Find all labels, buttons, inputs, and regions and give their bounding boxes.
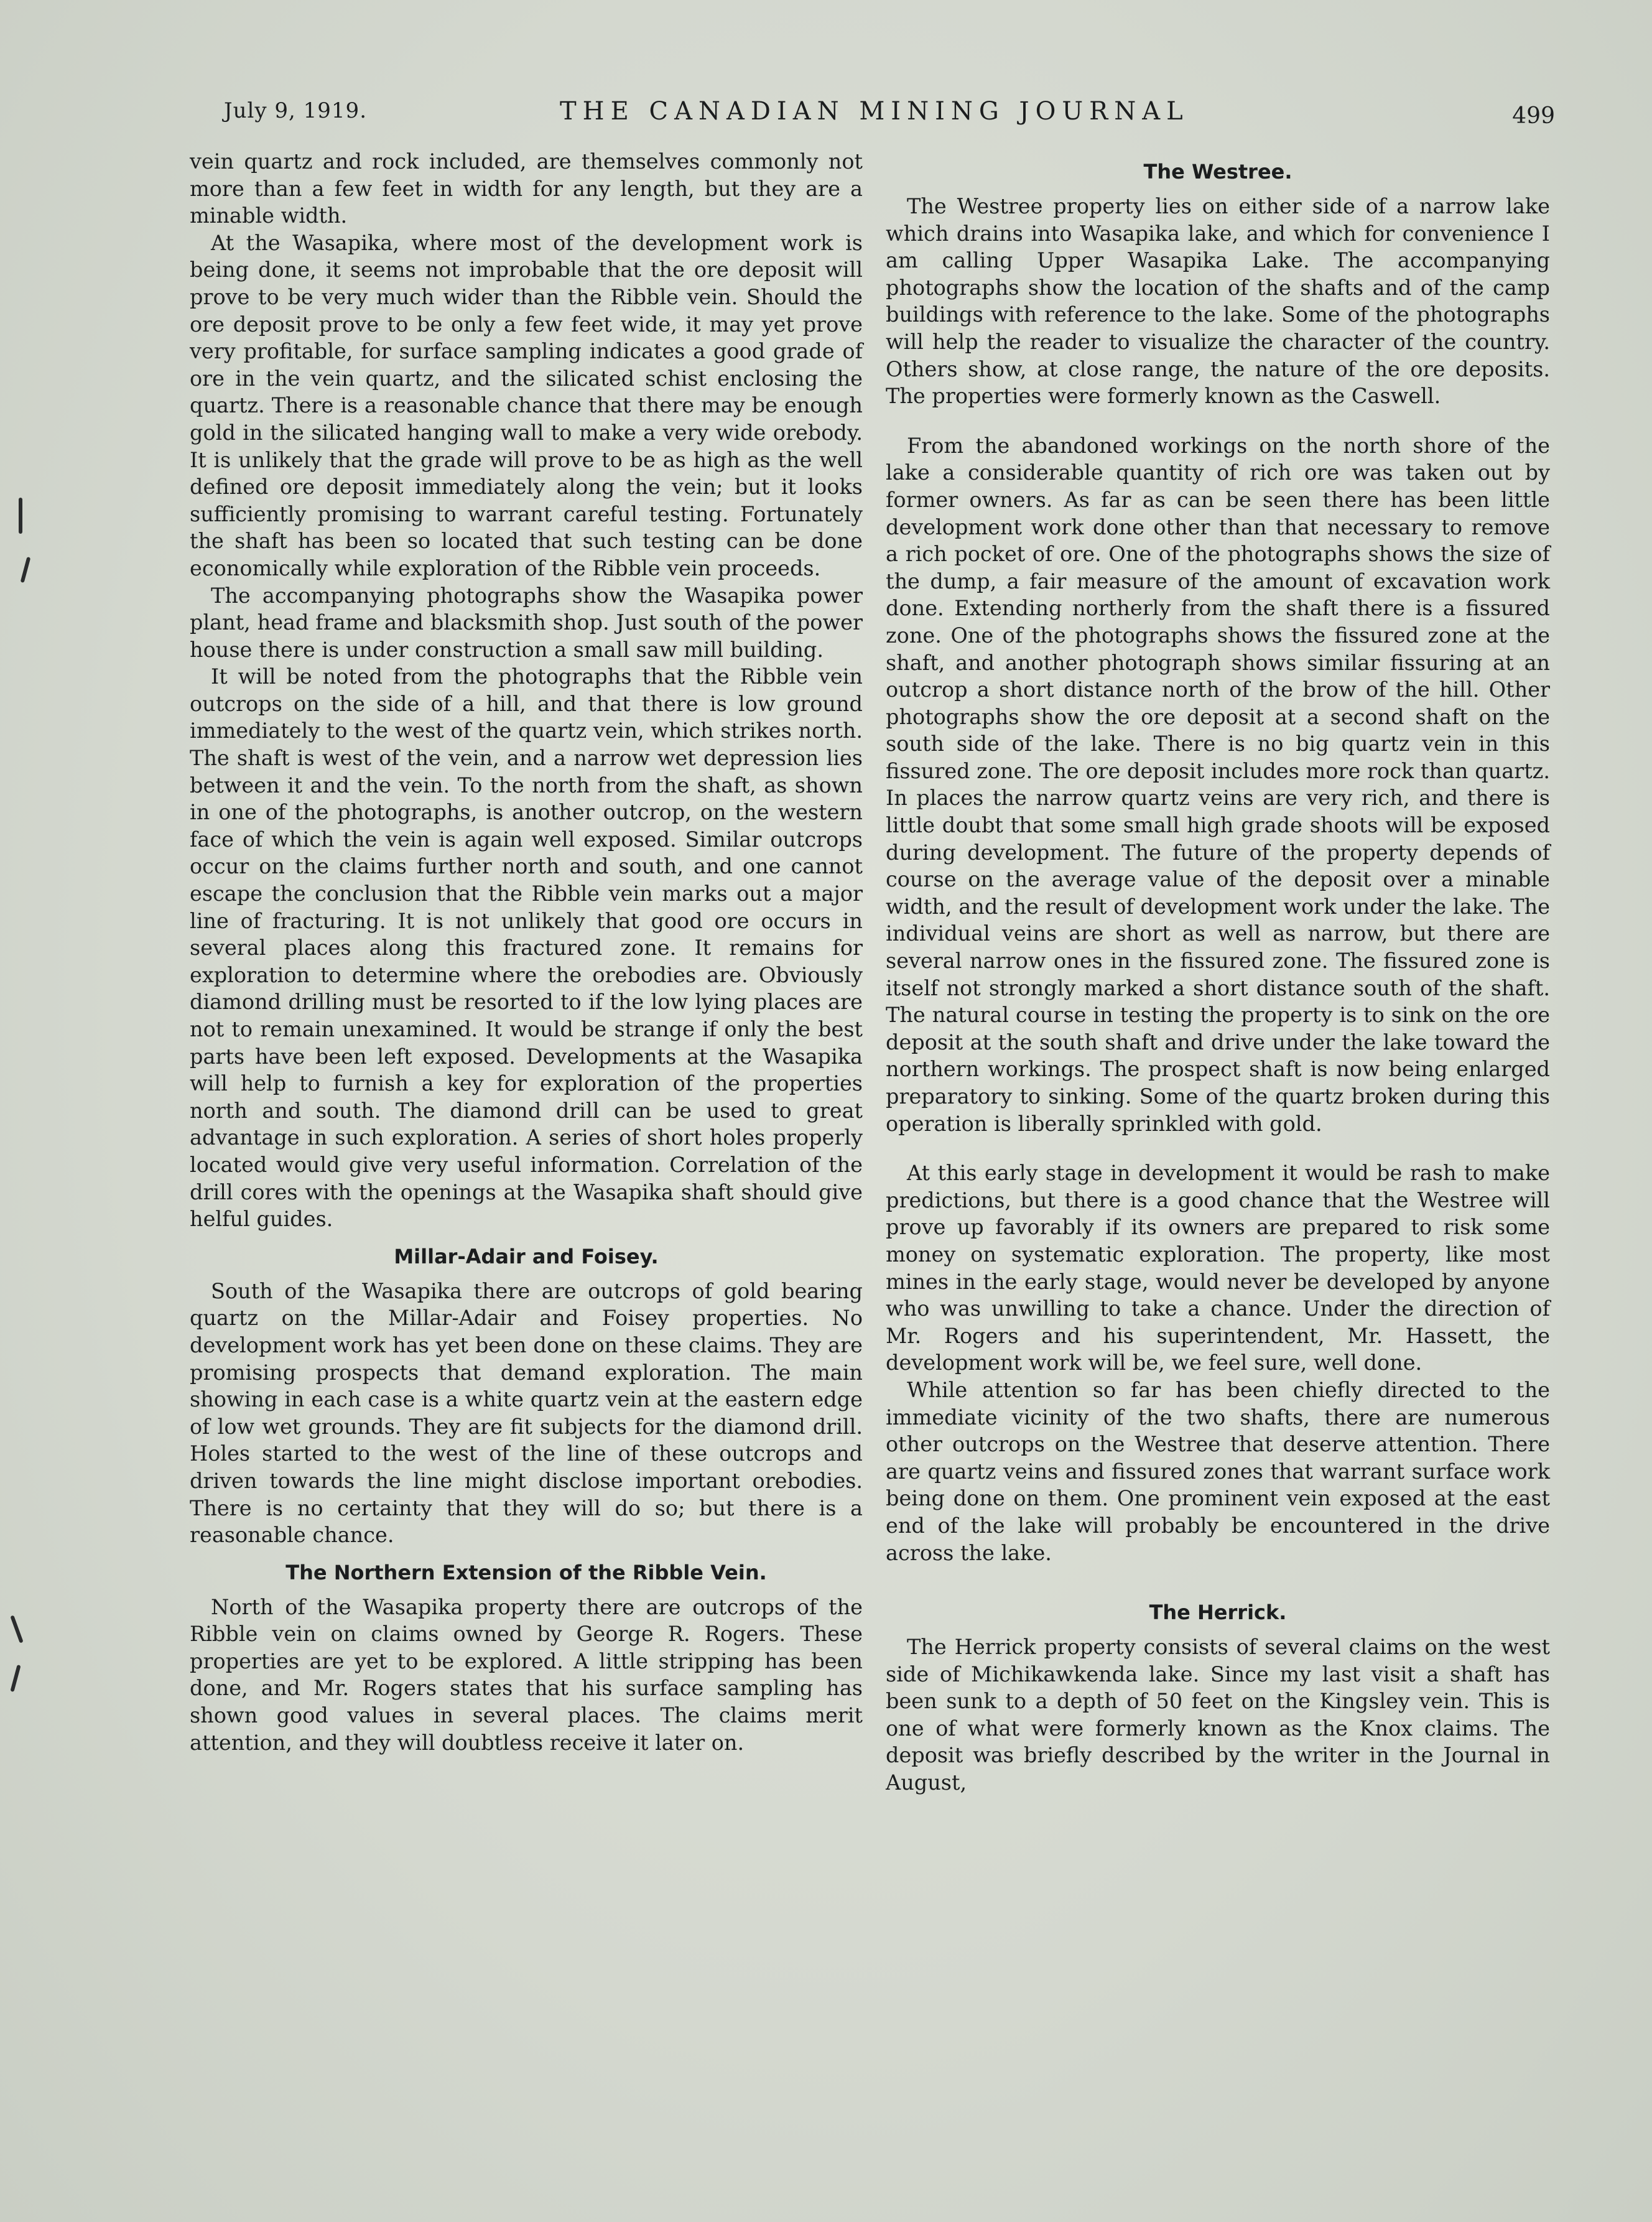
right-column <box>886 148 1550 1797</box>
margin-mark <box>10 1665 21 1692</box>
paragraph: While attention so far has been chiefly directed to the immediate vicinity of the two shafts, there are numerous other outcrops on the Westree that deserve attention. There are quartz veins and fissured zones that warrant surface work being done on them. One prominent vein exposed at the east end of the lake will probably be encountered in the drive across the lake. <box>886 1377 1550 1565</box>
section-heading-millar-adair: Millar-Adair and Foisey. <box>394 1244 659 1268</box>
paragraph: At the Wasapika, where most of the development work is being done, it seems not improbable that the ore deposit will prove to be very much wider than the Ribble vein. Should the ore deposit prove to be only a few feet wide, it may yet prove very profitable, for surface sampling indicates a good grade of ore in the vein quartz, and the silicated schist enclosing the quartz. There is a reasonable chance that there may be enough gold in the silicated hanging wall to make a very wide orebody. It is unlikely that the grade will prove to be as high as the well defined ore deposit immediately along the vein; but it looks sufficiently promising to warrant careful testing. Fortunately the shaft has been so located that such testing can be done economically while exploration of the Ribble vein proceeds. <box>190 230 863 580</box>
paragraph: vein quartz and rock included, are themselves commonly not more than a few feet in width for any length, but they are a minable width. <box>190 149 863 228</box>
paragraph: The Westree property lies on either side of a narrow lake which drains into Wasapika lake, and which for convenience I am calling Upper Wasapika Lake. The accompanying photographs show the location of the shafts and of the camp buildings with reference to the lake. Some of the photographs will help the reader to visualize the character of the country. Others show, at close range, the nature of the ore deposits. The properties were formerly known as the Caswell. <box>886 194 1550 409</box>
left-column <box>190 148 863 1756</box>
paragraph: It will be noted from the photographs that the Ribble vein outcrops on the side of a hill, and that there is low ground immediately to the west of the quartz vein, which strikes north. The shaft is west of the vein, and a narrow wet depression lies between it and the vein. To the north from the shaft, as shown in one of the photographs, is another outcrop, on the western face of which the vein is again well exposed. Similar outcrops occur on the claims further north and south, and one cannot escape the conclusion that the Ribble vein marks out a major line of fracturing. It is not unlikely that good ore occurs in several places along this fractured zone. It remains for exploration to determine where the orebodies are. Obviously diamond drilling must be resorted to if the low lying places are not to remain unexamined. It would be strange if only the best parts have been left exposed. Developments at the Wasapika will help to furnish a key for exploration of the properties north and south. The diamond drill can be used to great advantage in such exploration. A series of short holes properly located would give very useful information. Correlation of the drill cores with the openings at the Wasapika shaft should give helful guides. <box>190 664 863 1232</box>
margin-mark <box>19 498 22 534</box>
margin-mark <box>10 1615 23 1643</box>
paragraph-spacer <box>886 1137 1550 1160</box>
section-heading-herrick: The Herrick. <box>1149 1601 1287 1625</box>
page-header <box>224 98 1555 142</box>
section-heading-northern-extension: The Northern Extension of the Ribble Vein. <box>285 1560 767 1584</box>
paragraph: The Herrick property consists of several claims on the west side of Michikawkenda lake. Since my last visit a shaft has been sunk to a depth of 50 feet on the Kingsley vein. This is one of what were formerly known as the Knox claims. The deposit was briefly described by the writer in the Journal in August, <box>886 1635 1550 1795</box>
margin-mark <box>21 557 31 583</box>
paragraph: South of the Wasapika there are outcrops of gold bearing quartz on the Millar-Adair and Foisey properties. No development work has yet been done on these claims. They are promising prospects that demand exploration. The main showing in each case is a white quartz vein at the eastern edge of low wet grounds. They are fit subjects for the diamond drill. Holes started to the west of the line of these outcrops and driven towards the line might disclose important orebodies. There is no certainty that they will do so; but there is a reasonable chance. <box>190 1278 863 1548</box>
journal-title: THE CANADIAN MINING JOURNAL <box>560 97 1189 126</box>
paragraph-spacer <box>886 410 1550 432</box>
paragraph-spacer <box>886 1566 1550 1589</box>
page-number: 499 <box>1512 103 1555 129</box>
paragraph: The accompanying photographs show the Wasapika power plant, head frame and blacksmith shop. Just south of the power house there is under construction a small saw mill building. <box>190 583 863 662</box>
issue-date: July 9, 1919. <box>224 98 367 123</box>
paragraph: North of the Wasapika property there are outcrops of the Ribble vein on claims owned by George R. Rogers. These properties are yet to be explored. A little stripping has been done, and Mr. Rogers states that his surface sampling has shown good values in several places. The claims merit attention, and they will doubtless receive it later on. <box>190 1594 863 1755</box>
paragraph: From the abandoned workings on the north shore of the lake a considerable quantity of rich ore was taken out by former owners. As far as can be seen there has been little development work done other than that necessary to remove a rich pocket of ore. One of the photographs shows the size of the dump, a fair measure of the amount of excavation work done. Extending northerly from the shaft there is a fissured zone. One of the photographs shows the fissured zone at the shaft, and another photograph shows similar fissuring at an outcrop a short distance north of the brow of the hill. Other photographs show the ore deposit at a second shaft on the south side of the lake. There is no big quartz vein in this fissured zone. The ore deposit includes more rock than quartz. In places the narrow quartz veins are very rich, and there is little doubt that some small high grade shoots will be exposed during development. The future of the property depends of course on the average value of the deposit over a minable width, and the result of development work under the lake. The individual veins are short as well as narrow, but there are several narrow ones in the fissured zone. The fissured zone is itself not strongly marked a short distance south of the shaft. The natural course in testing the property is to sink on the ore deposit at the south shaft and drive under the lake toward the northern workings. The prospect shaft is now being enlarged preparatory to sinking. Some of the quartz broken during this operation is liberally sprinkled with gold. <box>886 433 1550 1136</box>
section-heading-westree: The Westree. <box>1143 160 1292 184</box>
paragraph: At this early stage in development it would be rash to make predictions, but there is a good chance that the Westree will prove up favorably if its owners are prepared to risk some money on systematic exploration. The property, like most mines in the early stage, would never be developed by anyone who was unwilling to take a chance. Under the direction of Mr. Rogers and his superintendent, Mr. Hassett, the development work will be, we feel sure, well done. <box>886 1161 1550 1375</box>
